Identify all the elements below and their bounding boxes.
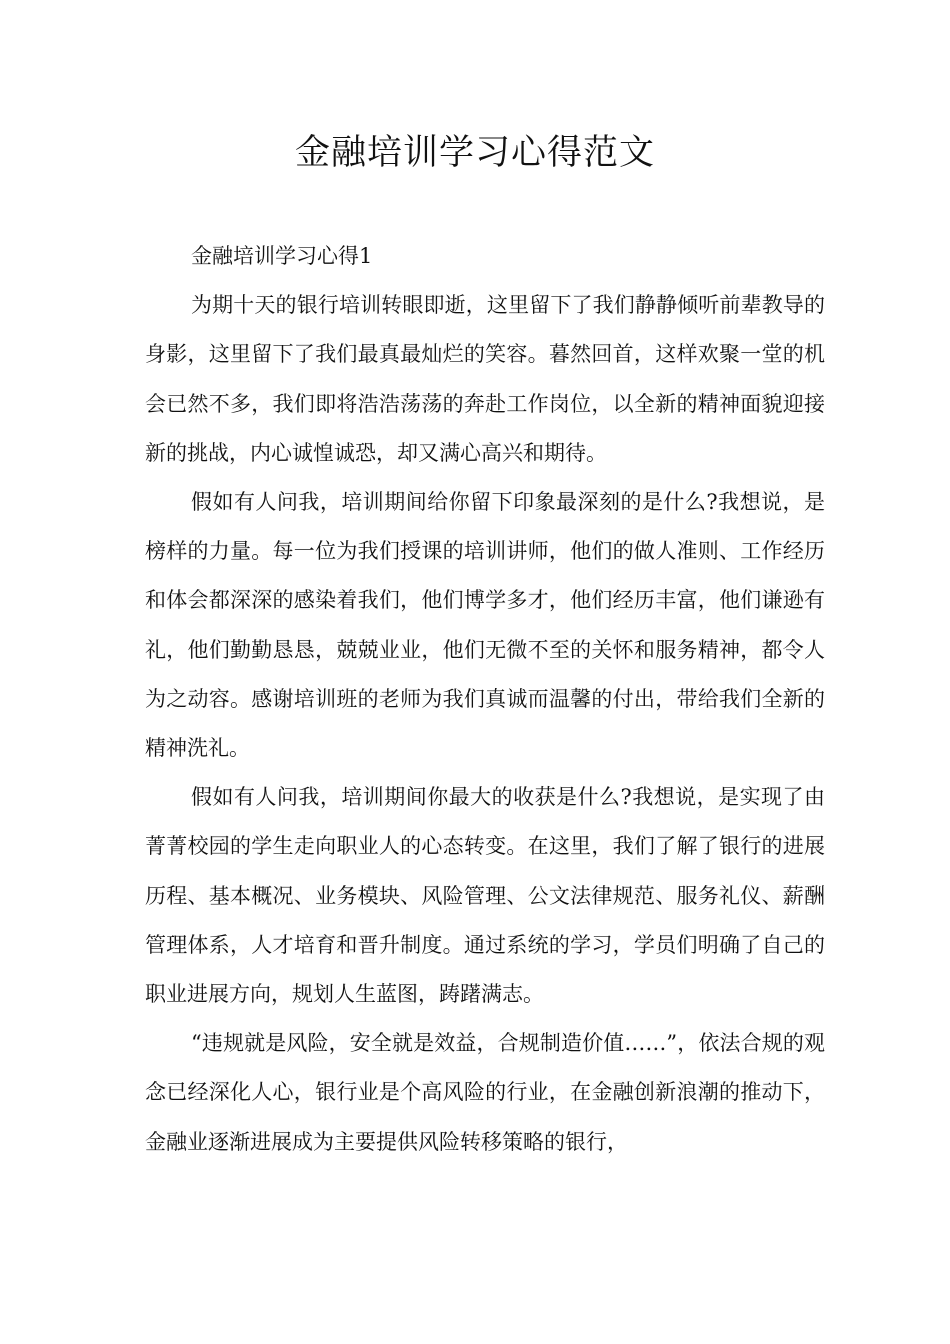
paragraph: 假如有人问我，培训期间你最大的收获是什么?我想说，是实现了由菁菁校园的学生走向职业人的心态转变。在这里，我们了解了银行的进展历程、基本概况、业务模块、风险管理、公文法律规范、服务礼仪、薪酬管理体系，人才培育和晋升制度。通过系统的学习，学员们明确了自己的职业进展方向，规划人生蓝图，踌躇满志。 xyxy=(145,785,825,1007)
paragraph: “违规就是风险，安全就是效益，合规制造价值……”，依法合规的观念已经深化人心，银行业是个高风险的行业，在金融创新浪潮的推动下，金融业逐渐进展成为主要提供风险转移策略的银行， xyxy=(145,1031,825,1154)
document-body xyxy=(145,232,825,1167)
paragraph: 假如有人问我，培训期间给你留下印象最深刻的是什么?我想说，是榜样的力量。每一位为我们授课的培训讲师，他们的做人准则、工作经历和体会都深深的感染着我们，他们博学多才，他们经历丰富，他们谦逊有礼，他们勤勤恳恳，兢兢业业，他们无微不至的关怀和服务精神，都令人为之动容。感谢培训班的老师为我们真诚而温馨的付出，带给我们全新的精神洗礼。 xyxy=(145,490,825,761)
document-title: 金融培训学习心得范文 xyxy=(294,133,655,173)
paragraph: 为期十天的银行培训转眼即逝，这里留下了我们静静倾听前辈教导的身影，这里留下了我们最真最灿烂的笑容。暮然回首，这样欢聚一堂的机会已然不多，我们即将浩浩荡荡的奔赴工作岗位，以全新的精神面貌迎接新的挑战，内心诚惶诚恐，却又满心高兴和期待。 xyxy=(145,293,825,465)
section-heading: 金融培训学习心得1 xyxy=(191,244,373,268)
